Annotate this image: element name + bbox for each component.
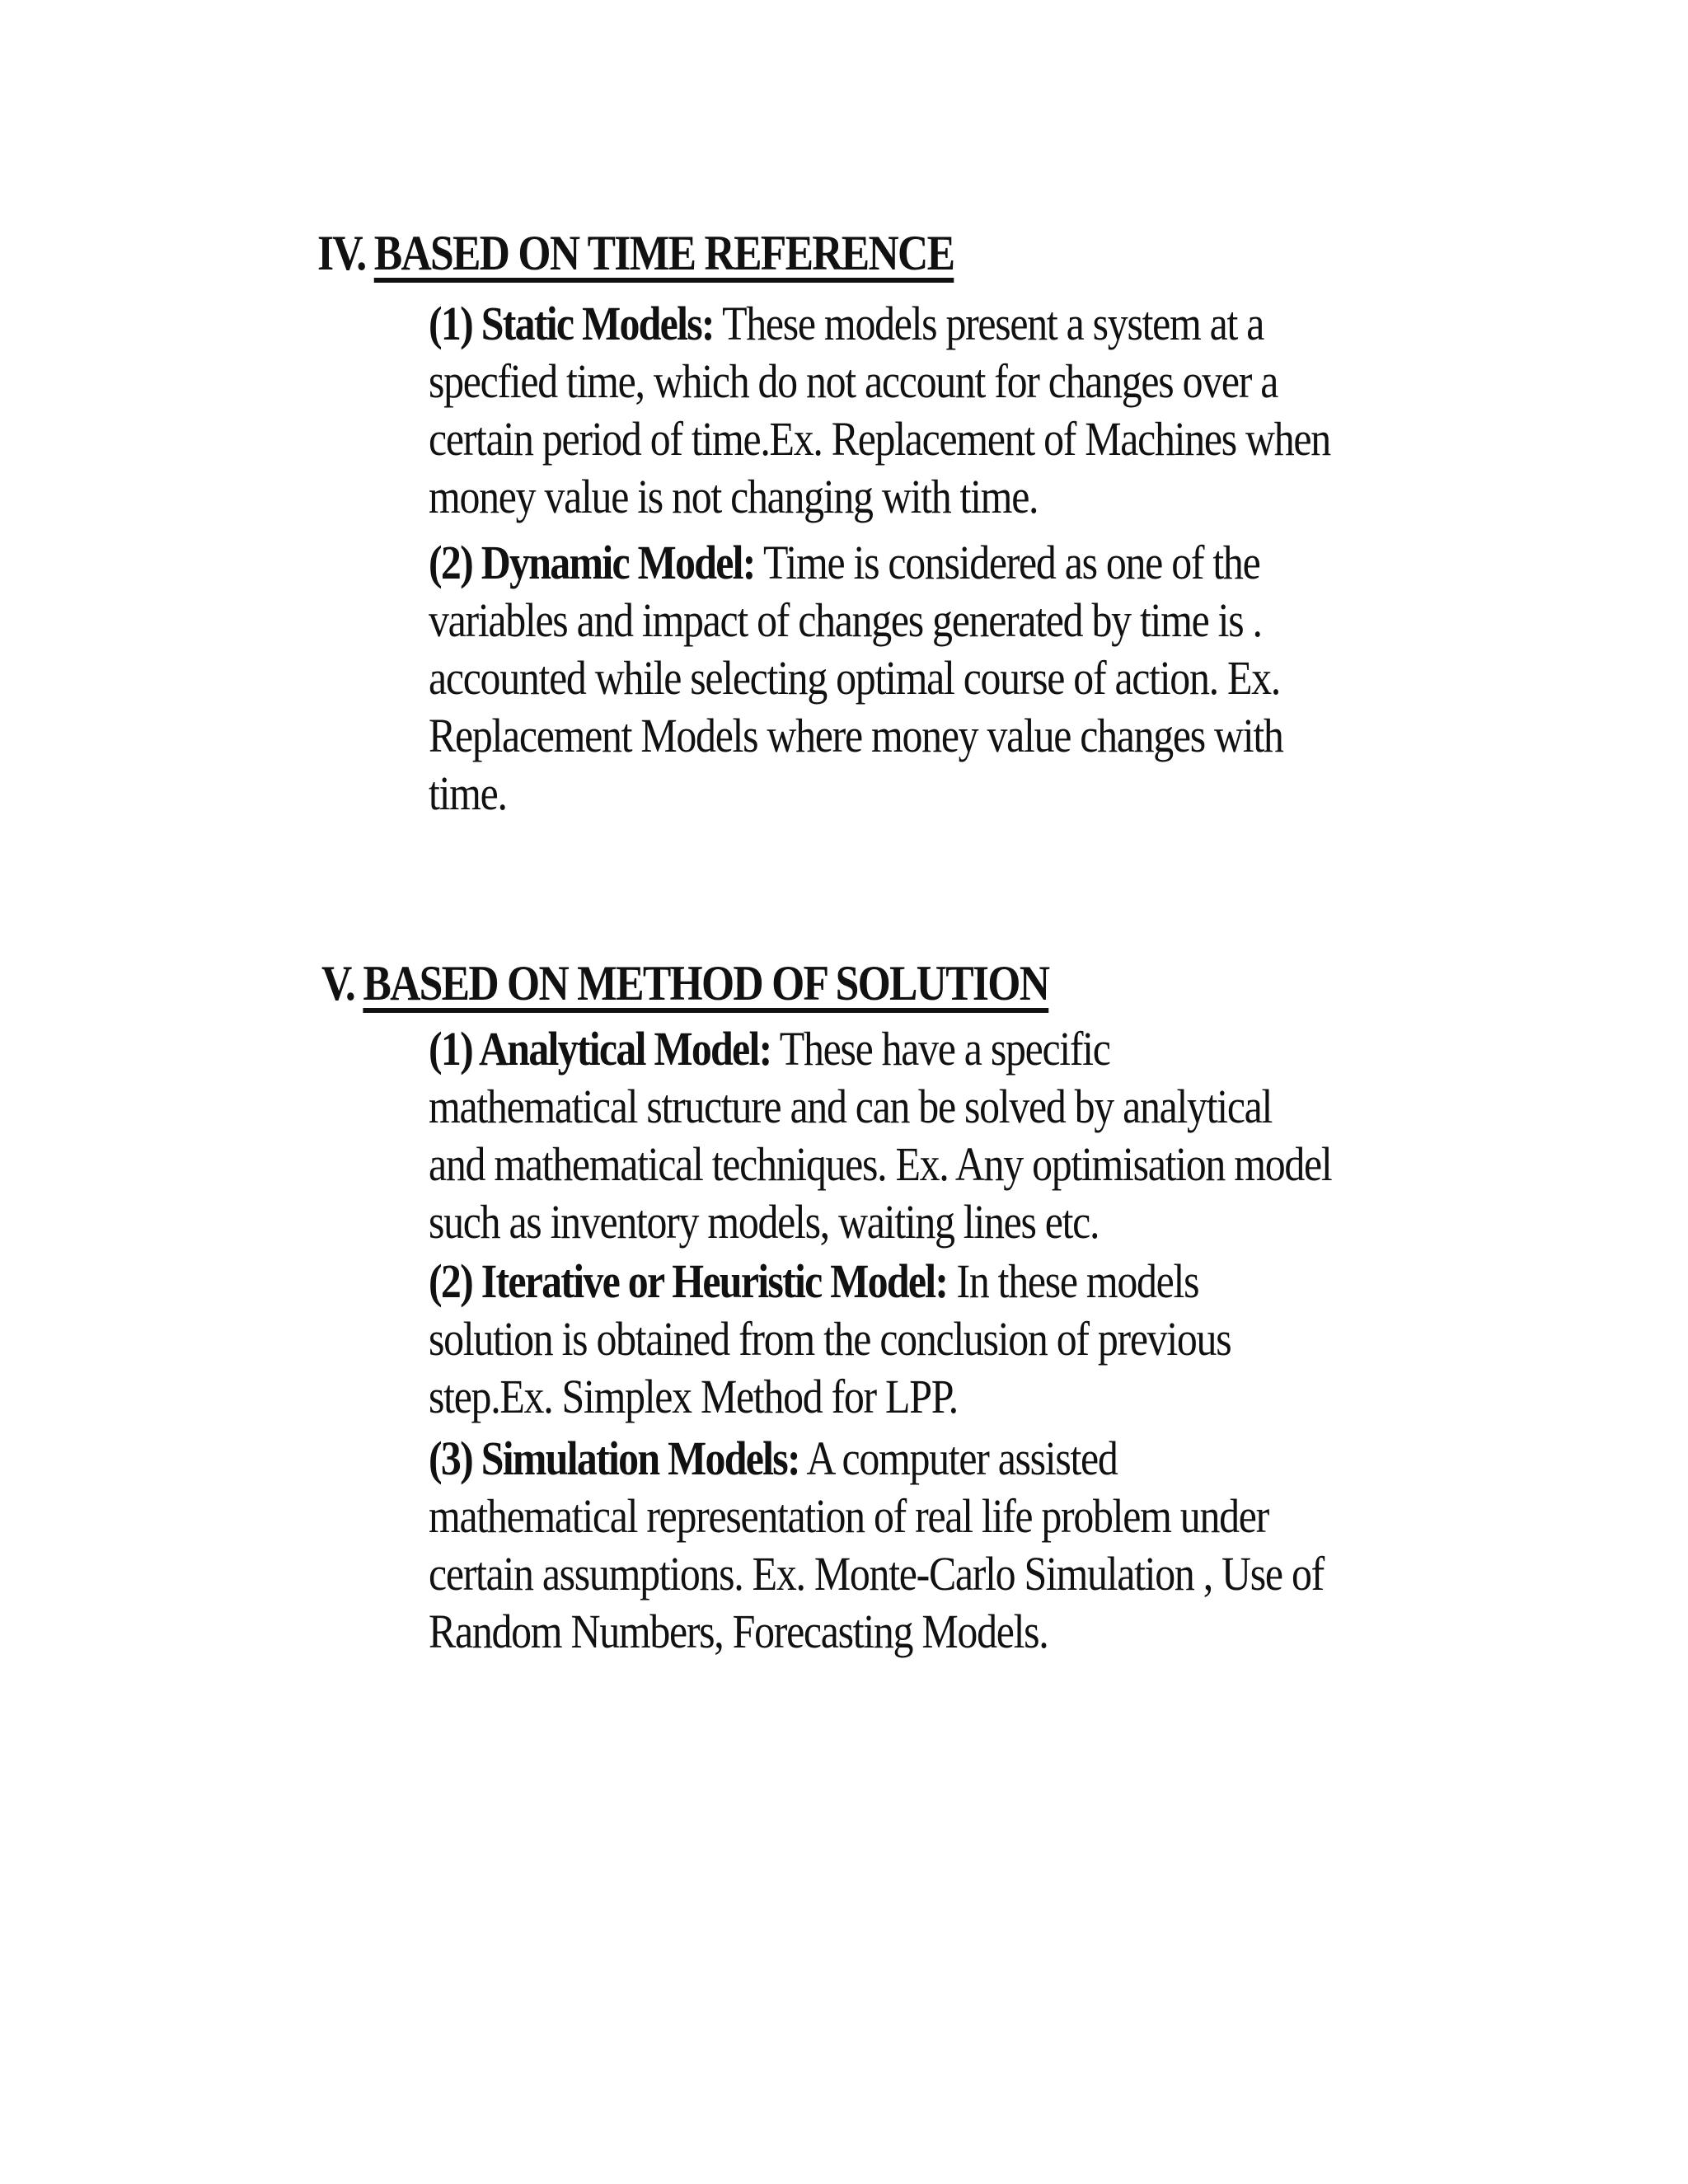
section-number: V. (321, 956, 355, 1010)
item-term: (3) Simulation Models: (429, 1432, 799, 1485)
item-text-line: mathematical structure and can be solved by analytical (429, 1080, 1273, 1133)
list-item-analytical-model (429, 1020, 1464, 1251)
list-item-static-models (429, 295, 1464, 526)
item-term: (1) Static Models: (429, 297, 714, 350)
section-title: BASED ON TIME REFERENCE (373, 226, 954, 280)
item-text: These models present a system at a (713, 297, 1264, 350)
item-text-line: accounted while selecting optimal course of action. Ex. (429, 651, 1280, 705)
list-item-simulation-models (429, 1430, 1464, 1661)
section-title: BASED ON METHOD OF SOLUTION (363, 956, 1049, 1010)
item-text-line: certain period of time.Ex. Replacement of Machines when (429, 412, 1330, 466)
item-first-line (429, 1020, 1464, 1078)
item-text-line: money value is not changing with time. (429, 470, 1039, 523)
item-text-line: mathematical representation of real life problem under (429, 1489, 1268, 1543)
item-text-line: Random Numbers, Forecasting Models. (429, 1605, 1048, 1658)
item-text-line: solution is obtained from the conclusion of previous (429, 1312, 1231, 1366)
item-text-line: and mathematical techniques. Ex. Any optimisation model (429, 1137, 1332, 1191)
section-number: IV. (317, 226, 366, 280)
item-text-line: such as inventory models, waiting lines etc. (429, 1195, 1100, 1249)
item-text: In these models (947, 1254, 1199, 1308)
item-first-line (429, 534, 1464, 592)
item-term: (2) Iterative or Heuristic Model: (429, 1254, 948, 1308)
item-text-line: step.Ex. Simplex Method for LPP. (429, 1370, 958, 1423)
item-first-line (429, 1253, 1464, 1310)
item-text-line: variables and impact of changes generated by time is . (429, 593, 1262, 647)
item-term: (1) Analytical Model: (429, 1022, 771, 1076)
item-text: These have a specific (771, 1022, 1110, 1076)
item-text-line: time. (429, 766, 507, 820)
list-item-dynamic-model (429, 534, 1464, 823)
item-first-line (429, 295, 1464, 353)
item-first-line (429, 1430, 1464, 1488)
item-term: (2) Dynamic Model: (429, 536, 755, 589)
section-heading-time-reference (317, 224, 954, 282)
item-text-line: certain assumptions. Ex. Monte-Carlo Simulation , Use of (429, 1547, 1324, 1601)
list-item-iterative-heuristic-model (429, 1253, 1464, 1426)
section-heading-method-of-solution (321, 954, 1048, 1012)
item-text-line: specfied time, which do not account for changes over a (429, 354, 1278, 408)
item-text-line: Replacement Models where money value changes with (429, 709, 1283, 762)
item-text: A computer assisted (799, 1432, 1118, 1485)
item-text: Time is considered as one of the (754, 536, 1260, 589)
